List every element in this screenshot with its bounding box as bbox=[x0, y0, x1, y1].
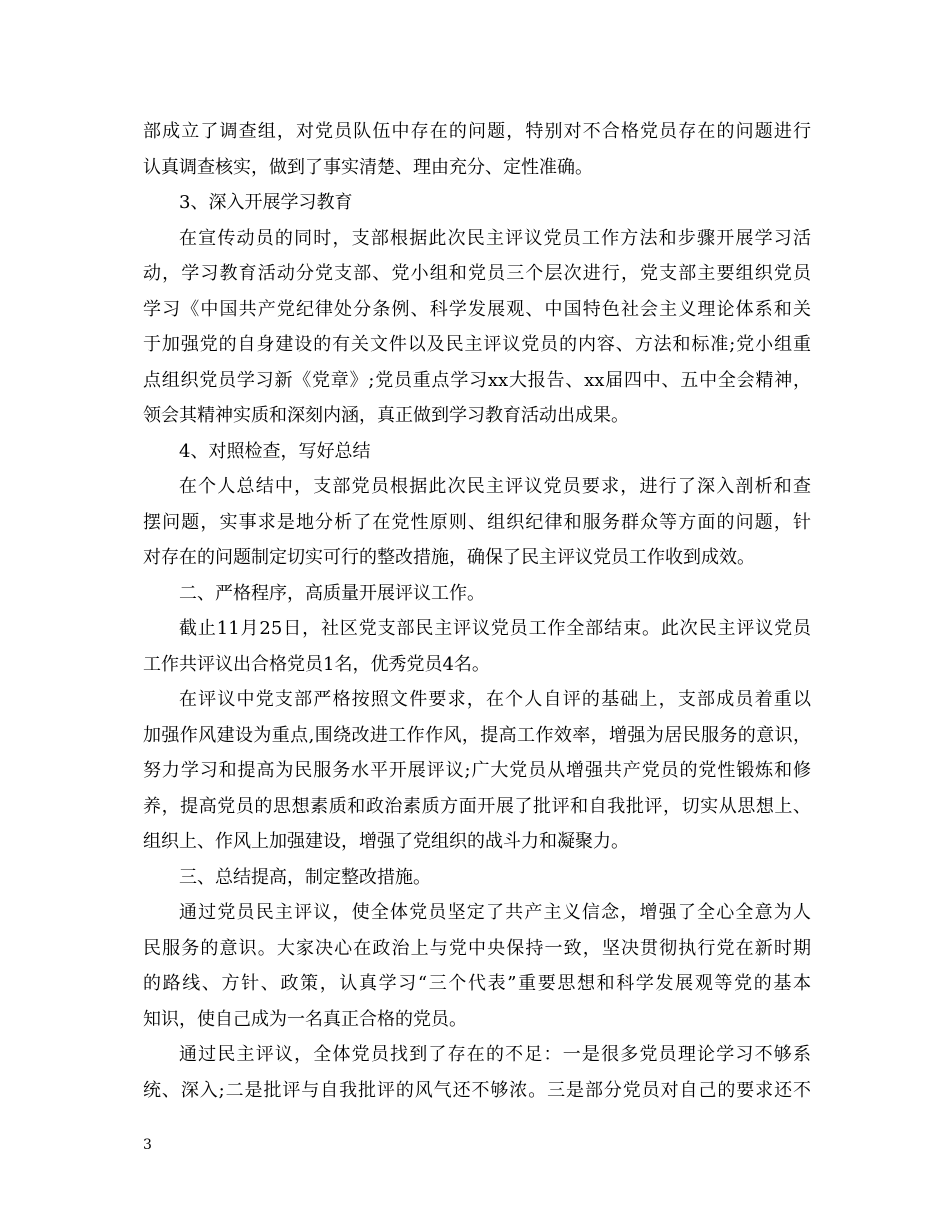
text-line: 领会其精神实质和深刻内涵，真正做到学习教育活动出成果。 bbox=[143, 405, 629, 426]
text-line: 统、深入;二是批评与自我批评的风气还不够浓。三是部分党员对自己的要求还不 bbox=[143, 1079, 811, 1101]
text-line: 3、深入开展学习教育 bbox=[179, 192, 353, 213]
text-line: 动，学习教育活动分党支部、党小组和党员三个层次进行，党支部主要组织党员 bbox=[143, 263, 811, 284]
text-line: 养，提高党员的思想素质和政治素质方面开展了批评和自我批评，切实从思想上、 bbox=[143, 795, 811, 817]
text-line: 在个人总结中，支部党员根据此次民主评议党员要求，进行了深入剖析和查 bbox=[179, 476, 811, 497]
text-line: 摆问题，实事求是地分析了在党性原则、组织纪律和服务群众等方面的问题，针 bbox=[143, 511, 811, 533]
text-line: 认真调查核实，做到了事实清楚、理由充分、定性准确。 bbox=[143, 156, 593, 178]
text-line: 二、严格程序，高质量开展评议工作。 bbox=[179, 582, 485, 604]
text-line: 4、对照检查，写好总结 bbox=[179, 440, 371, 462]
text-line: 对存在的问题制定切实可行的整改措施，确保了民主评议党员工作收到成效。 bbox=[143, 547, 755, 568]
text-line: 三、总结提高，制定整改措施。 bbox=[179, 866, 431, 888]
text-line: 通过党员民主评议，使全体党员坚定了共产主义信念，增强了全心全意为人 bbox=[179, 902, 811, 923]
text-line: 知识，使自己成为一名真正合格的党员。 bbox=[143, 1008, 467, 1030]
text-line: 民服务的意识。大家决心在政治上与党中央保持一致，坚决贯彻执行党在新时期 bbox=[143, 937, 811, 959]
text-line: 组织上、作风上加强建设，增强了党组织的战斗力和凝聚力。 bbox=[143, 831, 629, 852]
text-line: 在评议中党支部严格按照文件要求，在个人自评的基础上，支部成员着重以 bbox=[179, 689, 811, 710]
text-line: 截止11月25日，社区党支部民主评议党员工作全部结束。此次民主评议党员 bbox=[179, 618, 811, 639]
text-line: 努力学习和提高为民服务水平开展评议;广大党员从增强共产党员的党性锻炼和修 bbox=[143, 760, 811, 781]
text-line: 部成立了调查组，对党员队伍中存在的问题，特别对不合格党员存在的问题进行 bbox=[143, 121, 811, 142]
text-line: 学习《中国共产党纪律处分条例、科学发展观、中国特色社会主义理论体系和关 bbox=[143, 298, 811, 320]
text-line: 的路线、方针、政策，认真学习“三个代表”重要思想和科学发展观等党的基本 bbox=[143, 973, 811, 994]
document-body bbox=[143, 114, 811, 1108]
page-number: 3 bbox=[143, 1137, 152, 1153]
text-line: 于加强党的自身建设的有关文件以及民主评议党员的内容、方法和标准;党小组重 bbox=[143, 334, 811, 355]
text-line: 加强作风建设为重点,围绕改进工作作风，提高工作效率，增强为居民服务的意识， bbox=[143, 724, 811, 746]
text-line: 点组织党员学习新《党章》;党员重点学习xx大报告、xx届四中、五中全会精神， bbox=[143, 369, 811, 391]
text-line: 通过民主评议，全体党员找到了存在的不足：一是很多党员理论学习不够系 bbox=[179, 1044, 811, 1065]
text-line: 工作共评议出合格党员1名，优秀党员4名。 bbox=[143, 653, 490, 675]
text-line: 在宣传动员的同时，支部根据此次民主评议党员工作方法和步骤开展学习活 bbox=[179, 227, 811, 249]
